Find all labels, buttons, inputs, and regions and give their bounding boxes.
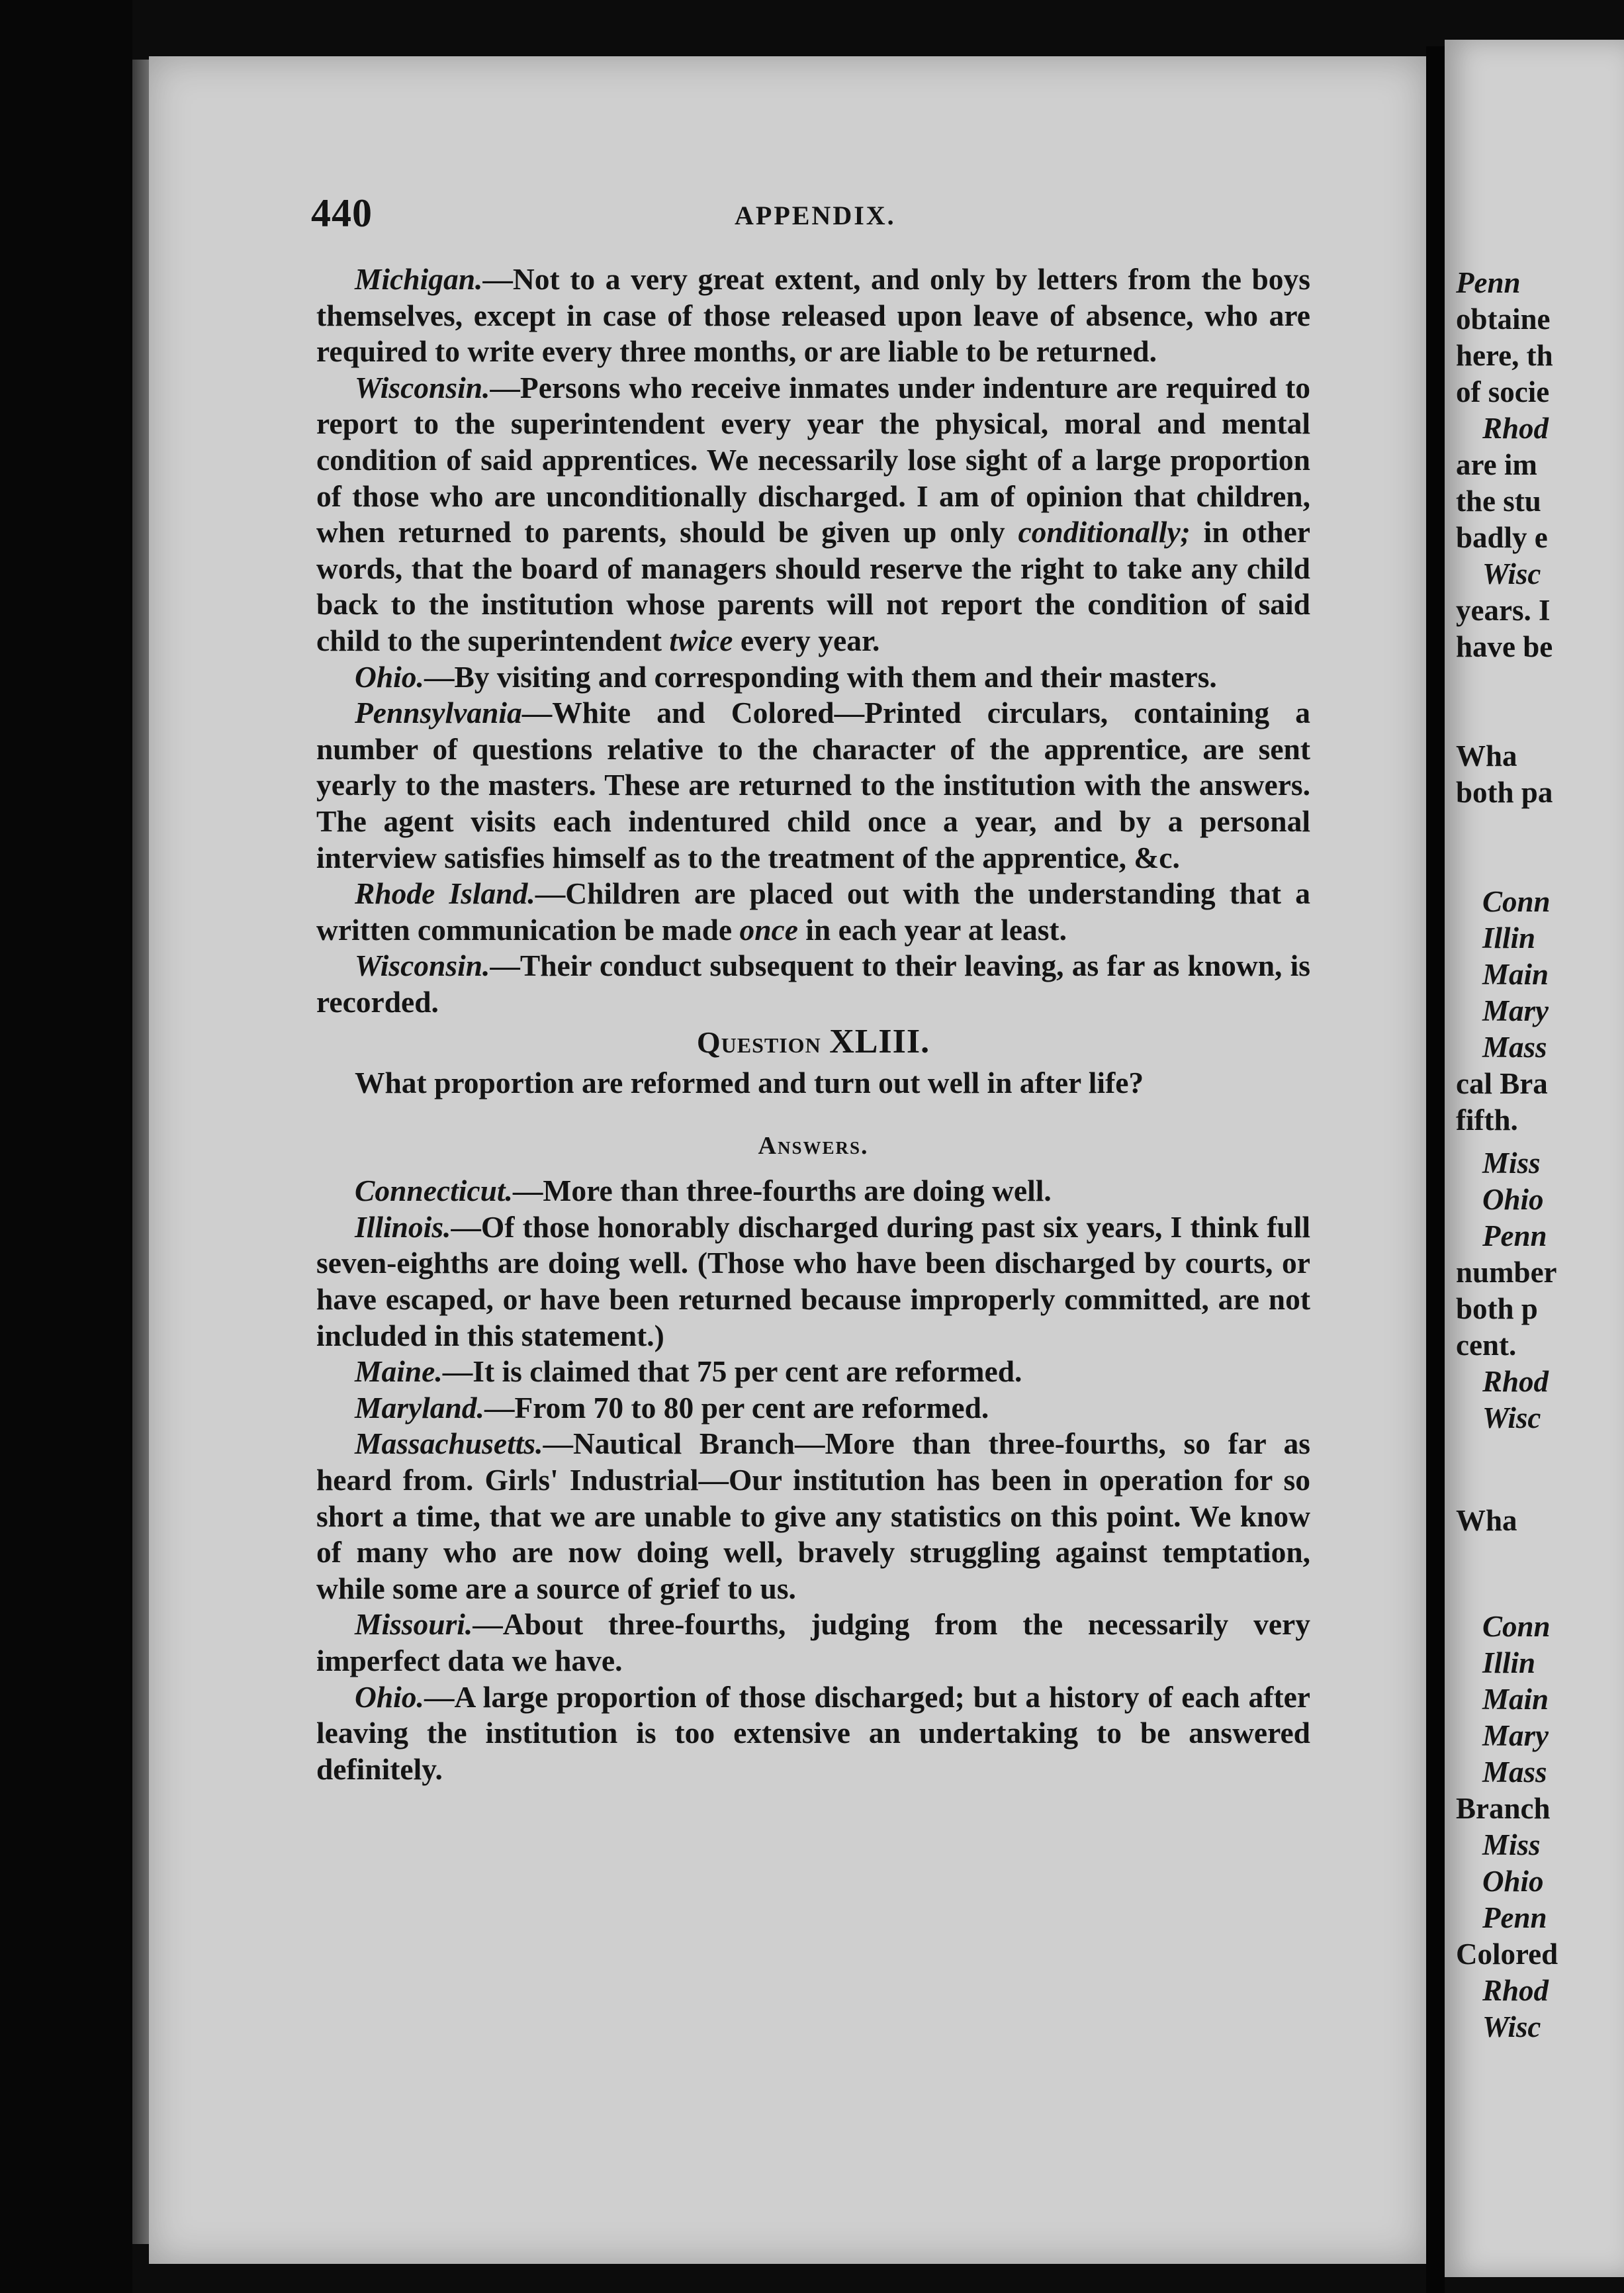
next-page-line: Rhod [1482, 412, 1549, 445]
answer-text: —White and Colored—Printed circulars, containing a number of questions relative to the character of the apprentice, are sent yearly to the masters. These are returned to the institution with the answers. The agent visits each indentured child once a year, and by a personal interview satisfies himself as to the treatment of the apprentice, &c. [316, 696, 1310, 874]
next-page-line: Ohio [1482, 1865, 1544, 1898]
answer-paragraph [316, 261, 1310, 370]
answer-text: —Of those honorably discharged during past six years, I think full seven-eighths are doing well. (Those who have been discharged by courts, or have escaped, or have been returned because improperly committed, are not included in this statement.) [316, 1209, 1310, 1352]
next-page-line: fifth. [1456, 1103, 1518, 1137]
next-page-line: Penn [1456, 266, 1521, 299]
page-gutter [1426, 46, 1445, 2293]
next-page-line: Main [1482, 958, 1549, 991]
answer-paragraph [316, 876, 1310, 948]
next-page-line: Conn [1482, 885, 1551, 918]
next-page-line: Wisc [1482, 557, 1541, 590]
question-number: XLIII. [829, 1023, 930, 1061]
answer-text: —Their conduct subsequent to their leaving, as far as known, is recorded. [316, 949, 1310, 1019]
answer-paragraph [316, 948, 1310, 1020]
next-page-line: here, th [1456, 339, 1553, 372]
answer-text: in other words, that the board of managers should reserve the right to take any child back to the institution whose parents will not report the condition of said child to the superintendent [316, 515, 1310, 657]
next-page-line: Illin [1482, 921, 1536, 955]
state-name: Ohio. [355, 659, 424, 694]
answer-paragraph [316, 1426, 1310, 1607]
answer-paragraph [316, 1607, 1310, 1679]
next-page-line: Main [1482, 1683, 1549, 1716]
answer-text: in each year at least. [797, 912, 1067, 947]
next-page-line: Wisc [1482, 1401, 1541, 1434]
next-page-line: both pa [1456, 776, 1553, 809]
next-page-line: Wisc [1482, 2010, 1541, 2043]
next-page-line: Rhod [1482, 1365, 1549, 1398]
next-page-line: Illin [1482, 1646, 1536, 1679]
next-page-line: Mass [1482, 1755, 1547, 1789]
answer-text: —About three-fourths, judging from the necessarily very imperfect data we have. [316, 1607, 1310, 1677]
answer-text: —Not to a very great extent, and only by letters from the boys themselves, except in case of those released upon leave of absence, who are required to write every three months, or are liable to be returned. [316, 262, 1310, 369]
next-page-line: Ohio [1482, 1183, 1544, 1216]
state-name: Maine. [355, 1354, 443, 1389]
question-label: Question [696, 1025, 821, 1060]
next-page-line: of socie [1456, 375, 1550, 408]
answer-paragraph [316, 1173, 1310, 1209]
state-name: Connecticut. [355, 1174, 513, 1208]
answer-paragraph [316, 370, 1310, 659]
state-name: Rhode Island. [355, 876, 535, 911]
next-page-line: have be [1456, 630, 1553, 663]
next-page-line: Mass [1482, 1031, 1547, 1064]
answer-text: every year. [733, 623, 880, 657]
emphasis: conditionally; [1018, 515, 1191, 549]
next-page-line: Wha [1456, 1504, 1517, 1537]
next-page-line: cent. [1456, 1329, 1517, 1362]
state-name: Missouri. [355, 1607, 473, 1642]
next-page-line: Conn [1482, 1610, 1551, 1643]
next-page-line: cal Bra [1456, 1067, 1548, 1100]
state-name: Michigan. [355, 262, 483, 296]
emphasis: twice [669, 623, 733, 657]
answer-paragraph [316, 1209, 1310, 1354]
answer-text: —From 70 to 80 per cent are reformed. [484, 1390, 989, 1425]
next-page-line: badly e [1456, 521, 1548, 554]
state-name: Massachusetts. [355, 1427, 543, 1461]
next-page-line: the stu [1456, 485, 1541, 518]
answer-paragraph [316, 695, 1310, 876]
answer-paragraph [316, 1354, 1310, 1390]
next-page-line: are im [1456, 448, 1537, 481]
answer-text: —By visiting and corresponding with them and their masters. [424, 659, 1217, 694]
next-page-line: Colored [1456, 1938, 1558, 1971]
answer-text: —A large proportion of those discharged; but a history of each after leaving the institution is too extensive an undertaking to be answered definitely. [316, 1679, 1310, 1786]
next-page-line: Branch [1456, 1792, 1551, 1825]
answer-text: —Children are placed out with the understanding that a written communication be made [316, 876, 1310, 947]
state-name: Maryland. [355, 1390, 484, 1425]
next-page-line: Miss [1482, 1146, 1541, 1180]
answer-text: —It is claimed that 75 per cent are reformed. [442, 1354, 1022, 1389]
next-page-line: both p [1456, 1292, 1538, 1325]
question-text: What proportion are reformed and turn out well in after life? [355, 1066, 1144, 1100]
next-page-line: Miss [1482, 1828, 1541, 1861]
next-page-line: years. I [1456, 594, 1551, 627]
state-name: Pennsylvania [355, 696, 522, 730]
answer-text: —Nautical Branch—More than three-fourths, so far as heard from. Girls' Industrial—Our institution has been in operation for so short a time, that we are unable to give any statistics on this point. We know of many who are now doing well, bravely struggling against temptation, while some are a source of grief to us. [316, 1427, 1310, 1605]
answer-text: —More than three-fourths are doing well. [512, 1174, 1052, 1208]
next-page-line: Penn [1482, 1219, 1547, 1252]
state-name: Wisconsin. [355, 370, 490, 404]
film-edge [0, 0, 132, 2293]
next-page-line: number [1456, 1256, 1557, 1289]
answer-paragraph [316, 1390, 1310, 1427]
next-page-line: Rhod [1482, 1974, 1549, 2007]
page-number: 440 [311, 191, 373, 235]
answer-paragraph [316, 1679, 1310, 1788]
emphasis: once [739, 912, 798, 947]
next-page-line: Mary [1482, 1719, 1549, 1752]
answer-paragraph [316, 659, 1310, 696]
answer-text: —Persons who receive inmates under indenture are required to report to the superintendent every year the physical, moral and mental condition of said apprentices. We necessarily lose sight of a large proportion of those who are unconditionally discharged. I am of opinion that children, when returned to parents, should be given up only [316, 370, 1310, 549]
answers-heading: Answers. [758, 1131, 869, 1160]
next-page-line: obtaine [1456, 303, 1551, 336]
next-page-line: Mary [1482, 994, 1549, 1027]
main-text [316, 261, 1310, 1787]
state-name: Wisconsin. [355, 949, 490, 983]
next-page-line: Penn [1482, 1901, 1547, 1934]
question-heading [316, 1024, 1310, 1061]
next-page-line: Wha [1456, 739, 1517, 772]
state-name: Illinois. [355, 1209, 451, 1244]
state-name: Ohio. [355, 1679, 424, 1714]
running-head: APPENDIX. [735, 201, 896, 230]
